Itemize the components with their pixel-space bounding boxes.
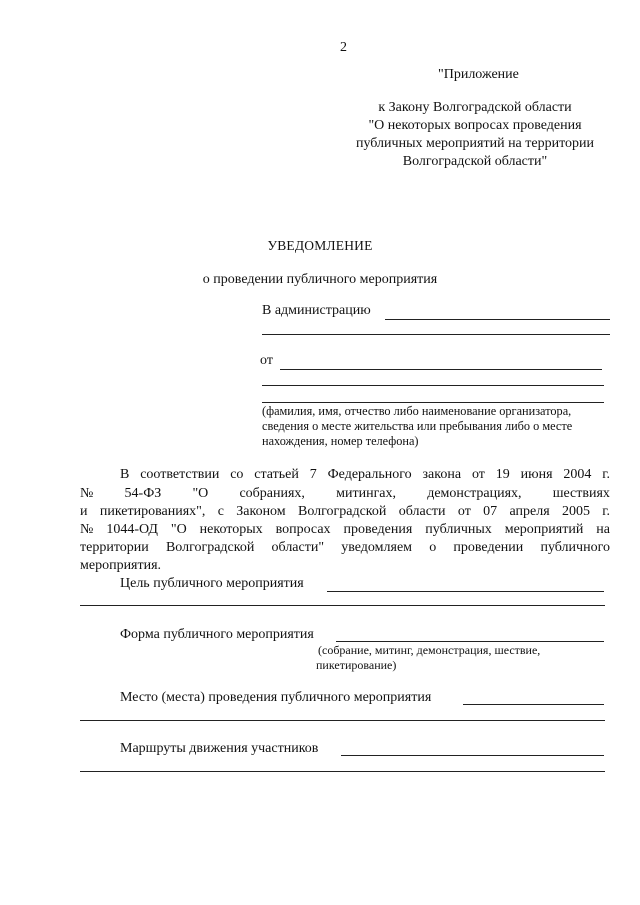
routes-field-line[interactable]: [341, 755, 604, 756]
appendix-line: "О некоторых вопросах проведения: [368, 118, 582, 133]
from-note-line: сведения о месте жительства или пребывания либо о месте: [262, 419, 573, 433]
to-label: В администрацию: [262, 303, 371, 318]
appendix-title: "Приложение: [438, 67, 519, 82]
to-field-line[interactable]: [385, 319, 610, 320]
body-line-2: № 54-ФЗ "О собраниях, митингах, демонстрациях, шествиях: [80, 486, 610, 501]
goal-label: Цель публичного мероприятия: [120, 576, 304, 591]
from-label: от: [260, 353, 273, 368]
from-note-line: (фамилия, имя, отчество либо наименование организатора,: [262, 404, 572, 418]
place-field-line[interactable]: [463, 704, 604, 705]
body-line-6: мероприятия.: [80, 558, 162, 573]
document-title: УВЕДОМЛЕНИЕ: [267, 238, 373, 253]
body-line-1: В соответствии со статьей 7 Федерального закона от 19 июня 2004 г.: [120, 467, 610, 482]
place-field-line-2[interactable]: [80, 720, 605, 721]
from-field-line[interactable]: [280, 369, 602, 370]
body-line-3: и пикетированиях", с Законом Волгоградской области от 07 апреля 2005 г.: [80, 504, 610, 519]
form-label: Форма публичного мероприятия: [120, 627, 314, 642]
appendix-line: публичных мероприятий на территории: [355, 136, 595, 151]
form-note-line: (собрание, митинг, демонстрация, шествие,: [318, 643, 541, 657]
goal-field-line-2[interactable]: [80, 605, 605, 606]
from-note-line: нахождения, номер телефона): [262, 434, 419, 448]
form-note-line: пикетирование): [316, 658, 397, 672]
page-number: 2: [340, 40, 347, 55]
to-field-line-2[interactable]: [262, 334, 610, 335]
routes-field-line-2[interactable]: [80, 771, 605, 772]
place-label: Место (места) проведения публичного мероприятия: [120, 690, 432, 705]
from-field-line-2[interactable]: [262, 385, 604, 386]
routes-label: Маршруты движения участников: [120, 741, 319, 756]
form-field-line[interactable]: [336, 641, 604, 642]
from-field-line-3[interactable]: [262, 402, 604, 403]
appendix-line: Волгоградской области": [402, 154, 548, 169]
document-subtitle: о проведении публичного мероприятия: [202, 272, 438, 287]
body-line-4: № 1044-ОД "О некоторых вопросах проведения публичных мероприятий на: [80, 522, 610, 537]
appendix-line: к Закону Волгоградской области: [378, 100, 572, 115]
goal-field-line[interactable]: [327, 591, 604, 592]
body-line-5: территории Волгоградской области" уведомляем о проведении публичного: [80, 540, 610, 555]
